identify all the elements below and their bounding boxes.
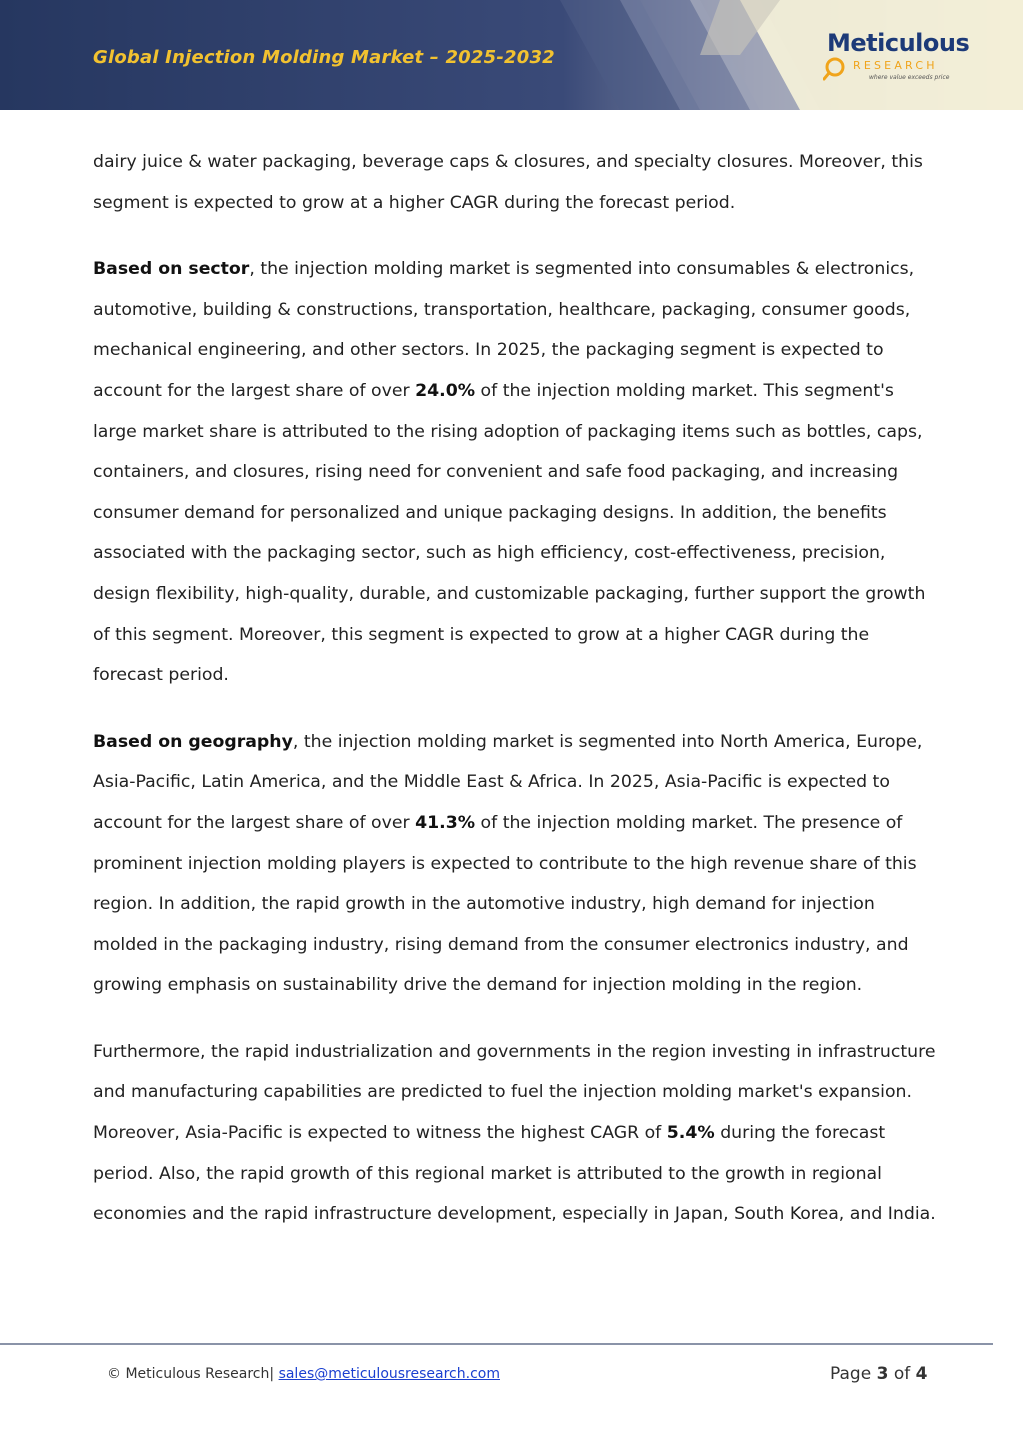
- email-link[interactable]: sales@meticulousresearch.com: [278, 1366, 500, 1382]
- total-pages: 4: [915, 1364, 928, 1384]
- current-page: 3: [876, 1364, 889, 1384]
- logo-tagline: where value exceeds price: [869, 74, 950, 81]
- paragraph-text: Furthermore, the rapid industrialization and governments in the region investing in infrastructure and manufacturing capabilities are predicted to fuel the injection molding market's expansion. Moreover, Asia-Pacific is expected to witness the highest CAGR of: [93, 1041, 936, 1144]
- geography-share-value: 41.3%: [415, 812, 476, 833]
- sector-share-value: 24.0%: [415, 380, 476, 401]
- logo-wordmark: Meticulous: [827, 29, 970, 57]
- sector-heading: Based on sector: [93, 259, 250, 280]
- cagr-value: 5.4%: [666, 1123, 715, 1144]
- page-number: [830, 1364, 927, 1384]
- paragraph-geography: [93, 722, 938, 1006]
- paragraph-text: of the injection molding market. This segment's large market share is attributed to the rising adoption of packaging items such as bottles, caps, containers, and closures, rising need for convenient and safe food packaging, and increasing consumer demand for personalized and unique packaging designs. In addition, the benefits associated with the packaging sector, such as high efficiency, cost-effectiveness, precision, design flexibility, high-quality, durable, and customizable packaging, further support the growth of this segment. Moreover, this segment is expected to grow at a higher CAGR during the forecast period.: [93, 380, 926, 686]
- logo-subtitle: RESEARCH: [853, 59, 938, 72]
- page-header: [0, 0, 1023, 110]
- paragraph-text: , the injection molding market is segmented into consumables & electronics, automotive, building & constructions, transportation, healthcare, packaging, consumer goods, mechanical engineering, and other sectors. In 2025, the packaging segment is expected to account for the largest share of over: [93, 259, 915, 401]
- paragraph-text: , the injection molding market is segmented into North America, Europe, Asia-Pacific, Latin America, and the Middle East & Africa. In 2025, Asia-Pacific is expected to account for the largest share of over: [93, 731, 923, 833]
- paragraph-text: during the forecast period. Also, the rapid growth of this regional market is attributed to the growth in regional economies and the rapid infrastructure development, especially in Japan, South Korea, and India.: [93, 1123, 936, 1225]
- company-logo: [823, 29, 968, 89]
- paragraph-sector: [93, 249, 938, 696]
- header-title: Global Injection Molding Market – 2025-2032: [93, 47, 555, 68]
- copyright-text: © Meticulous Research|: [107, 1366, 275, 1382]
- paragraph-text: of the injection molding market. The presence of prominent injection molding players is expected to contribute to the high revenue share of this region. In addition, the rapid growth in the automotive industry, high demand for injection molded in the packaging industry, rising demand from the consumer electronics industry, and growing emphasis on sustainability drive the demand for injection molding in the region.: [93, 812, 917, 996]
- page-label: Page: [830, 1364, 872, 1384]
- geography-heading: Based on geography: [93, 731, 293, 752]
- of-label: of: [893, 1364, 911, 1384]
- footer-divider: [0, 1343, 993, 1345]
- document-body: [93, 142, 938, 1261]
- paragraph-asia-pacific-growth: [93, 1032, 938, 1235]
- footer-copyright: [107, 1366, 500, 1382]
- paragraph-text: dairy juice & water packaging, beverage caps & closures, and specialty closures. Moreover, this segment is expected to grow at a higher CAGR during the forecast period.: [93, 152, 923, 213]
- paragraph-segment-intro: [93, 142, 938, 223]
